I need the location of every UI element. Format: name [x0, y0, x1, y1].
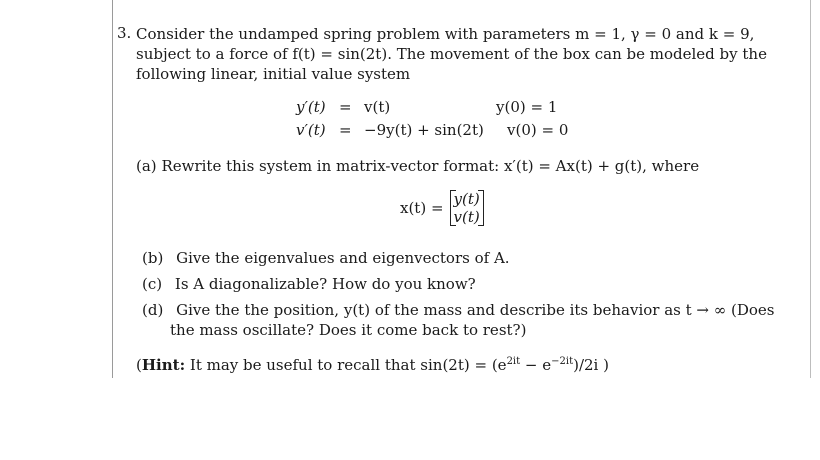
eq-lhs-2: v′(t): [296, 121, 326, 139]
intro-line-3: following linear, initial value system: [136, 65, 411, 83]
eq-rhs-2: −9y(t) + sin(2t): [364, 121, 484, 139]
initial-conditions: [496, 96, 568, 142]
vector-entry-y: y(t): [453, 190, 480, 208]
vector-entry-v: v(t): [453, 208, 480, 226]
part-b: [142, 248, 510, 268]
system-lhs: [296, 96, 326, 142]
hint-tail: )/2i ): [573, 356, 609, 374]
part-a-label: (a): [136, 157, 157, 175]
part-d: [142, 300, 775, 320]
part-d-line-2: the mass oscillate? Does it come back to rest?): [170, 321, 527, 339]
intro-line-2: subject to a force of f(t) = sin(2t). The movement of the box can be modeled by the: [136, 45, 767, 63]
part-b-label: (b): [142, 249, 164, 267]
initial-condition-2: v(0) = 0: [507, 121, 569, 139]
part-c-text: Is A diagonalizable? How do you know?: [174, 275, 476, 293]
eq-lhs-1: y′(t): [296, 98, 326, 116]
right-margin-rule: [810, 0, 811, 378]
hint-open-paren: (: [136, 356, 142, 374]
part-d-label: (d): [142, 301, 164, 319]
system-equals: [339, 96, 352, 142]
part-b-text: Give the eigenvalues and eigenvectors of A.: [176, 249, 510, 267]
hint-exp-2: −2it: [551, 356, 574, 367]
part-a-text: Rewrite this system in matrix-vector format: x′(t) = Ax(t) + g(t), where: [161, 157, 700, 175]
part-d-line-1: Give the the position, y(t) of the mass and describe its behavior as t → ∞ (Does: [176, 301, 775, 319]
part-a: [136, 156, 699, 176]
hint-text: It may be useful to recall that sin(2t) = (e: [189, 356, 507, 374]
state-vector: [400, 190, 484, 226]
intro-line-1: Consider the undamped spring problem with parameters m = 1, γ = 0 and k = 9,: [136, 25, 755, 43]
part-c-label: (c): [142, 275, 163, 293]
hint-exp-1: 2it: [506, 356, 521, 367]
problem-number: 3.: [117, 24, 132, 42]
hint-label: Hint:: [141, 356, 186, 374]
initial-condition-1: y(0) = 1: [496, 98, 558, 116]
part-c: [142, 274, 476, 294]
vector-lhs: x(t) =: [400, 199, 444, 217]
vector-bracket: [450, 190, 484, 226]
eq-sign-1: =: [339, 98, 352, 116]
system-rhs: [364, 96, 484, 142]
eq-sign-2: =: [339, 121, 352, 139]
hint: [136, 352, 609, 375]
eq-rhs-1: v(t): [364, 98, 391, 116]
hint-mid: − e: [520, 356, 552, 374]
left-margin-rule: [112, 0, 113, 378]
